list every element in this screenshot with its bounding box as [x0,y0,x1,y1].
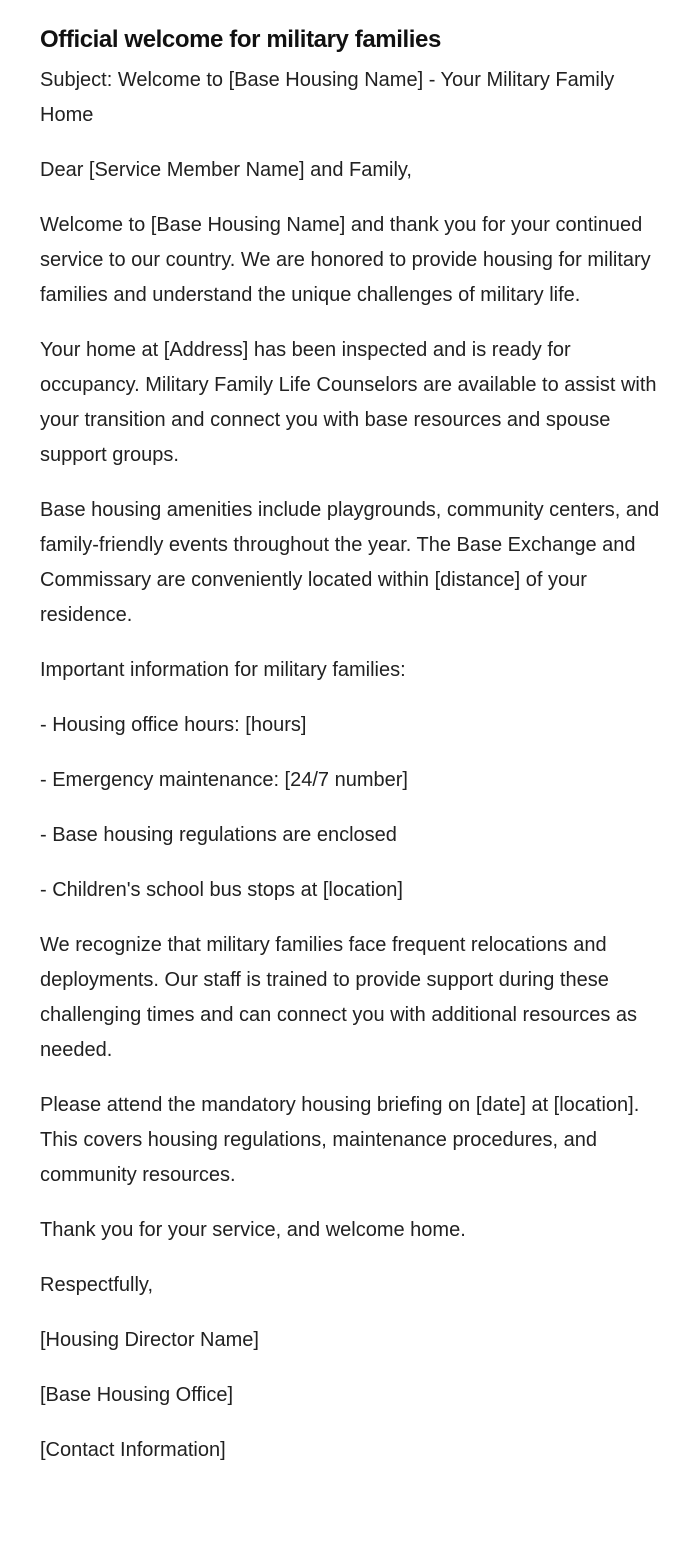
document-body [40,63,660,1468]
paragraph: Subject: Welcome to [Base Housing Name] - Your Military Family Home [40,69,615,126]
paragraph: [Base Housing Office] [40,1384,234,1406]
paragraph: We recognize that military families face frequent relocations and deployments. Our staff is trained to provide support during these challenging times and can connect you with additional resources as needed. [40,934,638,1061]
paragraph: Your home at [Address] has been inspected and is ready for occupancy. Military Family Life Counselors are available to assist with your transition and connect you with base resources and spouse support groups. [40,339,657,466]
paragraph: Thank you for your service, and welcome home. [40,1219,466,1241]
paragraph: Base housing amenities include playgrounds, community centers, and family-friendly events throughout the year. The Base Exchange and Commissary are conveniently located within [distance] of your residence. [40,499,660,626]
paragraph: [Housing Director Name] [40,1329,259,1351]
paragraph: Respectfully, [40,1274,154,1296]
paragraph: Welcome to [Base Housing Name] and thank you for your continued service to our country. We are honored to provide housing for military families and understand the unique challenges of military life. [40,214,651,306]
paragraph: - Emergency maintenance: [24/7 number] [40,769,408,791]
page-title: Official welcome for military families [40,26,441,53]
paragraph: Please attend the mandatory housing briefing on [date] at [location]. This covers housing regulations, maintenance procedures, and community resources. [40,1094,640,1186]
paragraph: Important information for military families: [40,659,406,681]
paragraph: - Housing office hours: [hours] [40,714,307,736]
paragraph: - Base housing regulations are enclosed [40,824,397,846]
paragraph: [Contact Information] [40,1439,226,1461]
paragraph: Dear [Service Member Name] and Family, [40,159,412,181]
paragraph: - Children's school bus stops at [location] [40,879,403,901]
